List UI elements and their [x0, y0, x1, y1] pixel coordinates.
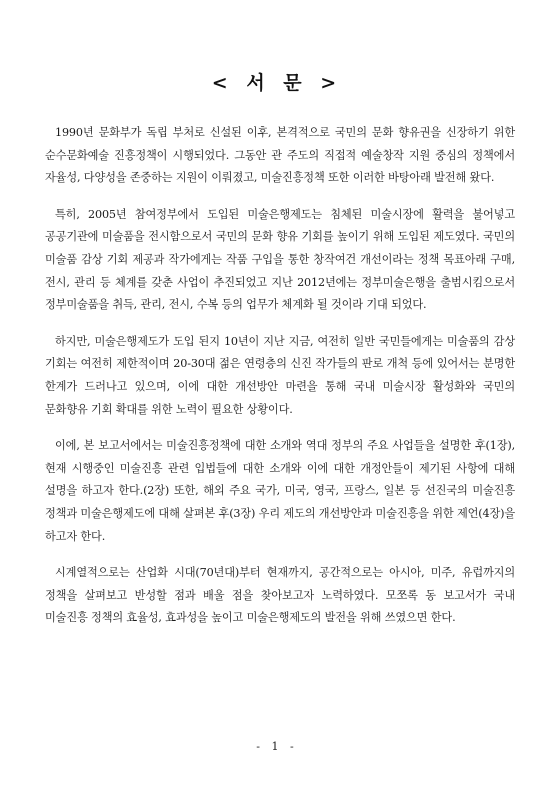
- preface-body: [45, 122, 515, 644]
- page-title: < 서 문 >: [211, 72, 343, 94]
- paragraph-4: 이에, 본 보고서에서는 미술진흥정책에 대한 소개와 역대 정부의 주요 사업들을 설명한 후(1장), 현재 시행중인 미술진흥 관련 입법들에 대한 소개와 이에 대한 개정안들이 제기된 사항에 대해 설명을 하고자 한다.(2장) 또한, 해외 주요 국가, 미국, 영국, 프랑스, 일본 등 선진국의 미술진흥 정책과 미술은행제도에 대해 살펴본 후(3장) 우리 제도의 개선방안과 미술진흥을 위한 제언(4장)을 하고자 한다.: [45, 439, 515, 543]
- page-number: - 1 -: [256, 740, 298, 753]
- paragraph-5: 시계열적으로는 산업화 시대(70년대)부터 현재까지, 공간적으로는 아시아, 미주, 유럽까지의 정책을 살펴보고 반성할 점과 배울 점을 찾아보고자 노력하였다. 모쪼록 동 보고서가 국내 미술진흥 정책의 효율성, 효과성을 높이고 미술은행제도의 발전을 위해 쓰였으면 한다.: [45, 566, 515, 625]
- paragraph-1: 1990년 문화부가 독립 부처로 신설된 이후, 본격적으로 국민의 문화 향유권을 신장하기 위한 순수문화예술 진흥정책이 시행되었다. 그동안 관 주도의 직접적 예술창작 지원 중심의 정책에서 자율성, 다양성을 존중하는 지원이 이뤄졌고, 미술진흥정책 또한 이러한 바탕아래 발전해 왔다.: [45, 126, 515, 185]
- paragraph-3: 하지만, 미술은행제도가 도입 된지 10년이 지난 지금, 여전히 일반 국민들에게는 미술품의 감상 기회는 여전히 제한적이며 20-30대 젊은 연령층의 신진 작가들의 판로 개척 등에 있어서는 분명한 한계가 드러나고 있으며, 이에 대한 개선방안 마련을 통해 국내 미술시장 활성화와 국민의 문화향유 기회 확대를 위한 노력이 필요한 상황이다.: [45, 334, 515, 416]
- paragraph-2: 특히, 2005년 참여정부에서 도입된 미술은행제도는 침체된 미술시장에 활력을 불어넣고 공공기관에 미술품을 전시함으로서 국민의 문화 향유 기회를 높이기 위해 도입된 제도였다. 국민의 미술품 감상 기회 제공과 작가에게는 작품 구입을 통한 창작여건 개선이라는 정책 목표아래 구매, 전시, 관리 등 체계를 갖춘 사업이 추진되었고 지난 2012년에는 정부미술은행을 출범시킴으로서 정부미술품을 취득, 관리, 전시, 수복 등의 업무가 체계화 될 것이라 기대 되었다.: [45, 207, 515, 312]
